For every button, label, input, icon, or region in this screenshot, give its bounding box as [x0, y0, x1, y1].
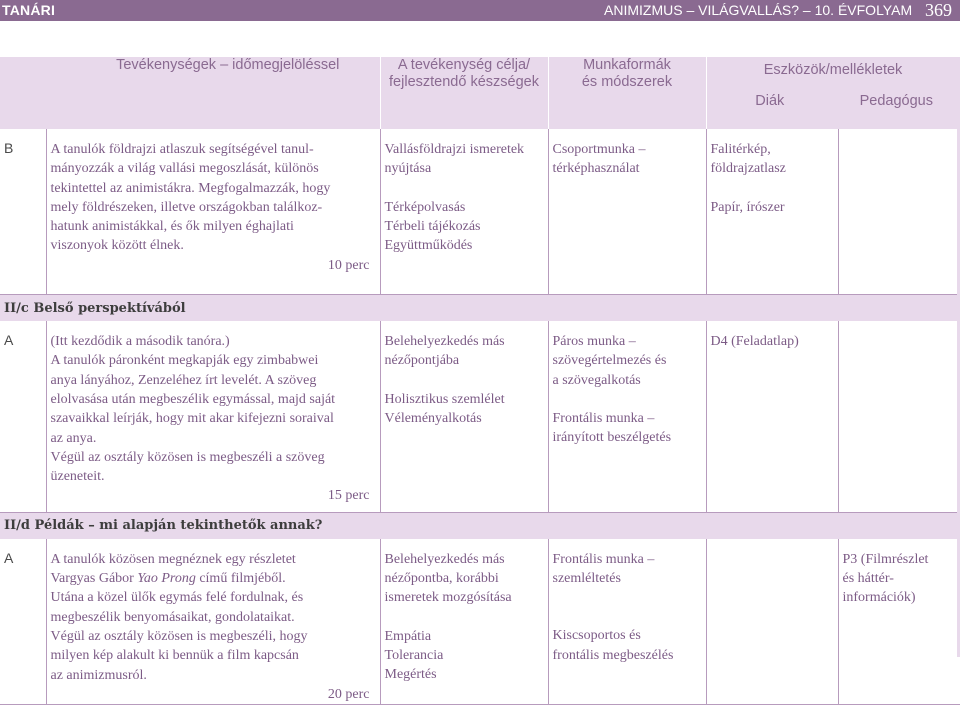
header-title: ANIMIZMUS – VILÁGVALLÁS? – 10. ÉVFOLYAM [604, 2, 913, 18]
table-row [0, 539, 960, 705]
teacher-tools-cell: P3 (Filmrészlet és háttér- információk) [838, 539, 960, 705]
methods-cell: Csoportmunka – térképhasználat [548, 129, 706, 295]
section-header [0, 295, 960, 322]
table-row [0, 321, 960, 512]
row-letter: A [0, 539, 46, 705]
table-header [0, 57, 960, 129]
table-row [0, 129, 960, 295]
methods-cell: Páros munka – szövegértelmezés és a szövegalkotás Frontális munka – irányított beszélgetés [548, 321, 706, 512]
activity-cell: A tanulók földrajzi atlaszuk segítségével tanul- mányozzák a világ vallási megoszlását, különös tekintettel az animistákra. Megfogalmazzák, hogy mely földrészeken, illetve országokban találkoz- hatunk animistákkal, és ők milyen éghajlati viszonyok között élnek. 10 perc [46, 129, 380, 295]
student-tools-cell [706, 539, 838, 705]
teacher-tools-cell [838, 129, 960, 295]
header-goals: A tevékenység célja/ fejlesztendő készségek [380, 57, 548, 129]
row-letter: A [0, 321, 46, 512]
student-tools-cell: D4 (Feladatlap) [706, 321, 838, 512]
activity-cell: A tanulók közösen megnéznek egy részletet Vargyas Gábor Yao Prong című filmjéből. Utána a közel ülők egymás felé fordulnak, és megbeszélik benyomásaikat, gondolataikat. Végül az osztály közösen is megbeszéli, hogy milyen kép alakult ki bennük a film kapcsán az animizmusról. 20 perc [46, 539, 380, 705]
header-left: TANÁRI [2, 2, 56, 18]
lesson-plan-table [0, 57, 960, 705]
section-title: II/d Példák – mi alapján tekinthetők annak? [0, 512, 960, 539]
header-tools: Eszközök/mellékletek Diák Pedagógus [706, 57, 960, 129]
activity-cell: (Itt kezdődik a második tanóra.) A tanulók páronként megkapják egy zimbabwei anya lányához, Zenzeléhez írt levelét. A szöveg elolvasása után megbeszélik egymással, majd saját szavaikkal leírják, hogy mit akar kifejezni soraival az anya. Végül az osztály közösen is megbeszéli a szöveg üzeneteit. 15 perc [46, 321, 380, 512]
goals-cell: Vallásföldrajzi ismeretek nyújtása Térképolvasás Térbeli tájékozás Együttműködés [380, 129, 548, 295]
duration: 20 perc [327, 686, 370, 702]
methods-cell: Frontális munka – szemléltetés Kiscsoportos és frontális megbeszélés [548, 539, 706, 705]
goals-cell: Belehelyezkedés más nézőpontba, korábbi ismeretek mozgósítása Empátia Tolerancia Megértés [380, 539, 548, 705]
duration: 15 perc [327, 488, 370, 504]
header-activities: Tevékenységek – időmegjelöléssel [0, 57, 380, 129]
page-header [0, 0, 960, 21]
duration: 10 perc [327, 257, 370, 273]
section-title: II/c Belső perspektívából [0, 295, 960, 322]
header-methods: Munkaformák és módszerek [548, 57, 706, 129]
goals-cell: Belehelyezkedés más nézőpontjába Holisztikus szemlélet Véleményalkotás [380, 321, 548, 512]
row-letter: B [0, 129, 46, 295]
header-student: Diák [755, 93, 785, 109]
student-tools-cell: Falitérkép, földrajzatlasz Papír, írószer [706, 129, 838, 295]
page-number: 369 [925, 0, 952, 20]
section-header [0, 512, 960, 539]
film-title: Yao Prong [137, 571, 196, 587]
header-teacher: Pedagógus [859, 93, 933, 109]
teacher-tools-cell [838, 321, 960, 512]
